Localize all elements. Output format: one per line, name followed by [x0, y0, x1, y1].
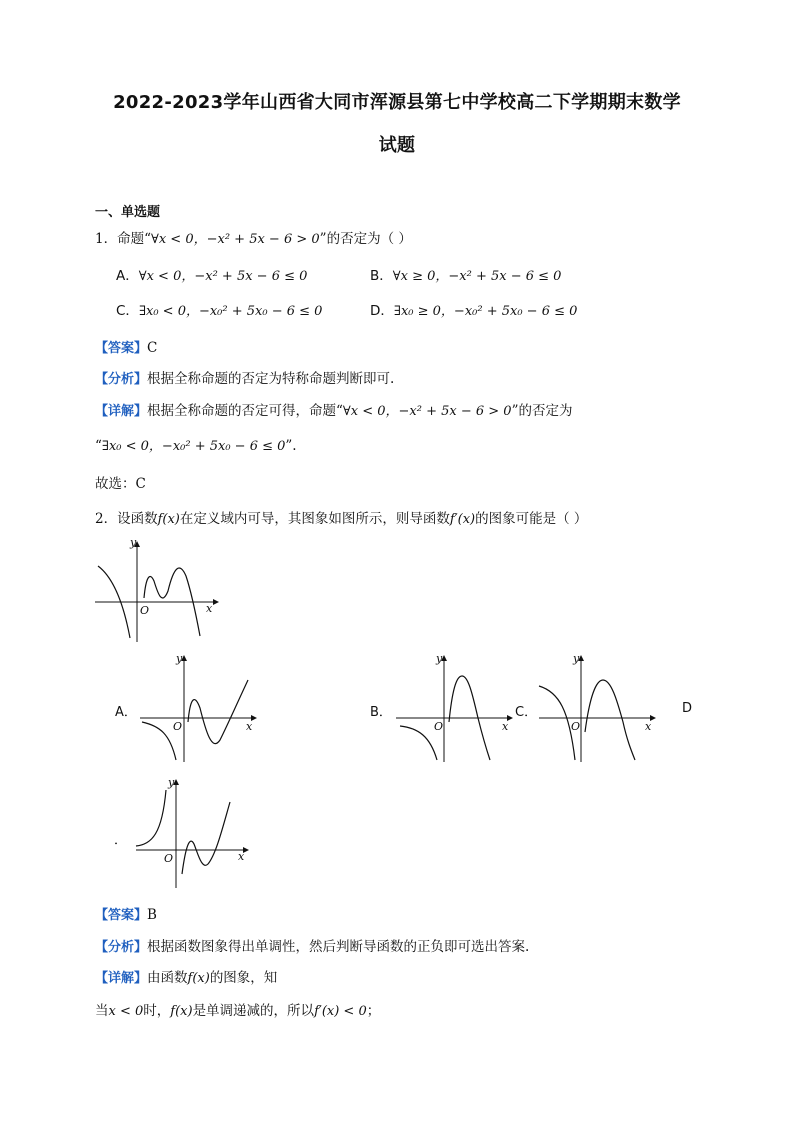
q2-stem-mid: 在定义域内可导，其图象如图所示，则导函数 [179, 511, 450, 527]
q1-detail-tag: 【详解】 [95, 404, 148, 419]
q1-option-b-label: B． [370, 268, 393, 284]
q1-option-b[interactable] [370, 264, 561, 284]
q2-answer-value: B [147, 907, 157, 923]
origin-label: O [164, 852, 174, 865]
q1-stem-math: ∀x < 0，−x² + 5x − 6 > 0 [151, 232, 320, 247]
origin-label: O [434, 720, 444, 733]
q2-option-d-label[interactable]: D [682, 701, 693, 716]
q2-option-a-graph[interactable] [136, 652, 261, 764]
q1-stem-post: ”的否定为（ ） [319, 231, 412, 247]
q2-last-mid2: 是单调递减的，所以 [192, 1003, 315, 1019]
q2-last-f: f(x) [170, 1004, 193, 1019]
q2-answer-tag: 【答案】 [95, 908, 148, 923]
q1-answer [95, 339, 157, 358]
q2-option-b-label[interactable]: B． [370, 705, 392, 720]
q2-option-a-label[interactable]: A． [115, 705, 137, 720]
q1-analysis-tag: 【分析】 [95, 372, 148, 387]
q1-option-d-text: ∃x₀ ≥ 0，−x₀² + 5x₀ − 6 ≤ 0 [393, 304, 578, 319]
q1-option-d[interactable] [370, 299, 577, 319]
q2-last-post: ； [366, 1003, 381, 1019]
q1-analysis [95, 370, 394, 389]
q1-detail2-pre: “ [95, 438, 102, 454]
q1-option-d-label: D． [370, 303, 394, 319]
q2-stem-post: 的图象可能是（ ） [475, 511, 588, 527]
q2-detail-post: 的图象，知 [209, 970, 278, 986]
q2-analysis-tag: 【分析】 [95, 940, 148, 955]
q2-stem [95, 510, 587, 529]
y-axis-label: y [130, 536, 137, 549]
q2-stem-pre: 2．设函数 [95, 511, 158, 527]
q1-detail2-math: ∃x₀ < 0，−x₀² + 5x₀ − 6 ≤ 0 [101, 439, 286, 454]
section-heading: 一、单选题 [95, 205, 161, 220]
q2-detail-line2 [95, 1002, 380, 1021]
q2-last-pre: 当 [95, 1003, 109, 1019]
q1-option-a[interactable] [116, 264, 307, 284]
origin-label: O [140, 604, 150, 617]
q2-last-ineq: f′(x) < 0 [314, 1004, 367, 1019]
q1-detail-line2 [95, 437, 297, 456]
q2-analysis [95, 938, 529, 957]
f-graph [90, 536, 225, 644]
q1-detail-pre: 根据全称命题的否定可得，命题“ [147, 403, 343, 419]
q2-option-b-graph[interactable] [392, 652, 517, 764]
q2-detail-tag: 【详解】 [95, 971, 148, 986]
q1-detail [95, 402, 573, 421]
origin-label: O [173, 720, 183, 733]
q1-option-c-label: C． [116, 303, 139, 319]
q1-answer-value: C [147, 340, 158, 356]
y-axis-label: y [436, 652, 443, 665]
q2-detail [95, 969, 277, 988]
y-axis-label: y [176, 652, 183, 665]
q2-stem-fp: f′(x) [449, 512, 476, 527]
y-axis-label: y [573, 652, 580, 665]
q1-detail-math: ∀x < 0，−x² + 5x − 6 > 0 [342, 404, 512, 419]
origin-label: O [571, 720, 581, 733]
x-axis-label: x [502, 720, 509, 733]
q1-stem-pre: 1．命题“ [95, 231, 151, 247]
q1-detail-post: ”的否定为 [511, 403, 573, 419]
x-axis-label: x [246, 720, 253, 733]
curve-right [182, 802, 230, 874]
q2-last-mid: 时， [143, 1003, 171, 1019]
q2-option-c-label[interactable]: C． [515, 705, 538, 720]
q1-option-c-text: ∃x₀ < 0，−x₀² + 5x₀ − 6 ≤ 0 [138, 304, 323, 319]
curve-left [136, 790, 166, 846]
q1-detail2-post: ”. [285, 438, 297, 454]
y-axis-label: y [168, 776, 175, 789]
x-axis-label: x [206, 602, 213, 615]
page-title-line2: 试题 [378, 135, 416, 156]
q1-stem [95, 230, 412, 249]
q1-option-a-label: A． [116, 268, 139, 284]
q2-option-d-dot: ． [114, 833, 128, 848]
q1-analysis-text: 根据全称命题的否定为特称命题判断即可. [147, 371, 395, 387]
q2-detail-f: f(x) [187, 971, 210, 986]
q1-option-c[interactable] [116, 299, 322, 319]
q2-last-cond: x < 0 [108, 1004, 144, 1019]
page-title: 2022-2023学年山西省大同市浑源县第七中学校高二下学期期末数学 [113, 92, 681, 113]
q2-option-c-graph[interactable] [535, 652, 660, 764]
q2-stem-f: f(x) [157, 512, 180, 527]
q2-option-d-graph[interactable] [132, 774, 257, 890]
q1-option-b-text: ∀x ≥ 0，−x² + 5x − 6 ≤ 0 [392, 269, 562, 284]
q2-analysis-text: 根据函数图象得出单调性，然后判断导函数的正负即可选出答案. [147, 939, 530, 955]
curve-right [585, 680, 635, 760]
x-axis-label: x [645, 720, 652, 733]
q2-answer [95, 906, 157, 925]
curve-left [539, 686, 575, 760]
curve-left [400, 726, 437, 760]
q1-answer-tag: 【答案】 [95, 341, 148, 356]
curve-left [142, 722, 176, 760]
q1-choose: 故选：C [95, 476, 146, 492]
q2-detail-pre: 由函数 [147, 970, 188, 986]
curve-right [188, 680, 248, 744]
q1-option-a-text: ∀x < 0，−x² + 5x − 6 ≤ 0 [138, 269, 308, 284]
x-axis-label: x [238, 850, 245, 863]
